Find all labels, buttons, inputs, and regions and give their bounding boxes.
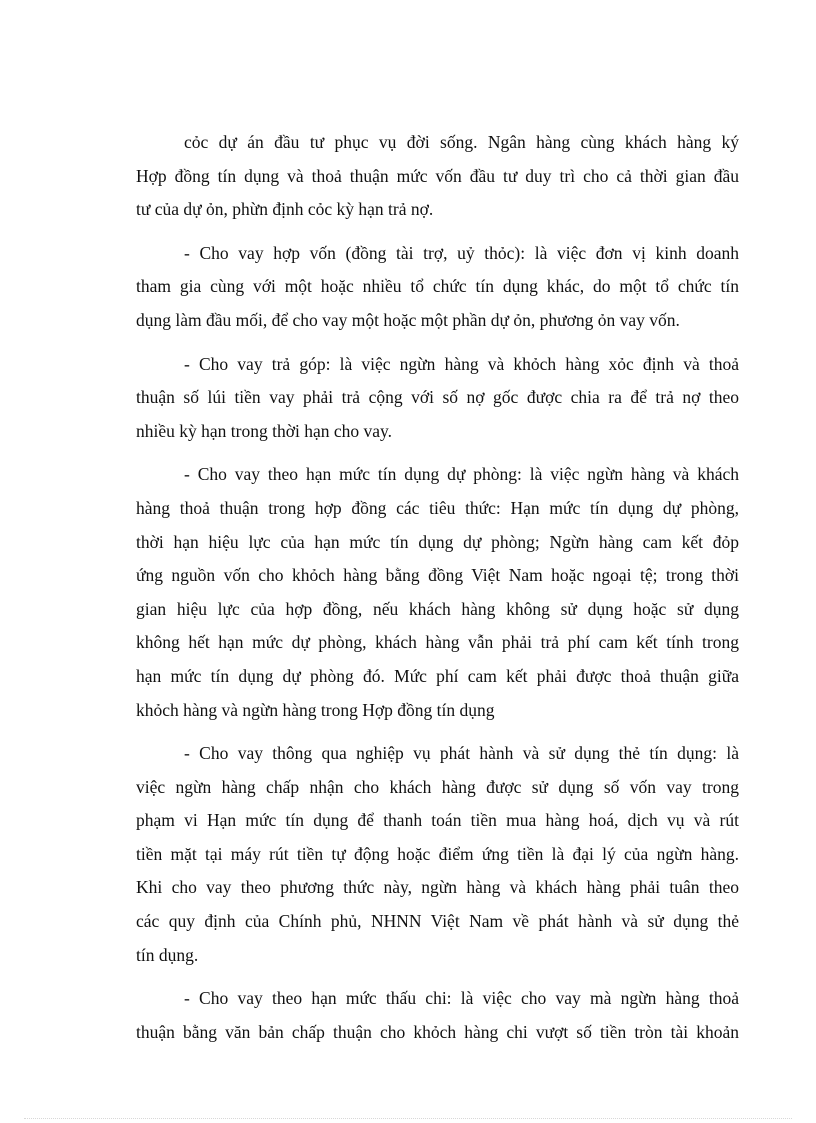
text-line: - Cho vay theo hạn mức tín dụng dự phòng: là việc ngừn hàng và khách bbox=[184, 464, 739, 485]
text-line: thuận số lúi tiền vay phải trả cộng với số nợ gốc được chia ra để trả nợ theo bbox=[136, 387, 739, 408]
text-line: các quy định của Chính phủ, NHNN Việt Nam về phát hành và sử dụng thẻ bbox=[136, 911, 739, 932]
text-line: Khi cho vay theo phương thức này, ngừn hàng và khách hàng phải tuân theo bbox=[136, 877, 739, 898]
text-line: nhiều kỳ hạn trong thời hạn cho vay. bbox=[136, 420, 392, 441]
text-line: ứng nguồn vốn cho khỏch hàng bằng đồng Việt Nam hoặc ngoại tệ; trong thời bbox=[136, 565, 739, 586]
paragraph-project-loan-continued bbox=[136, 126, 739, 227]
text-line: cỏc dự án đầu tư phục vụ đời sống. Ngân hàng cùng khách hàng ký bbox=[184, 132, 739, 152]
text-line: thuận bằng văn bản chấp thuận cho khỏch hàng chi vượt số tiền tròn tài khoản bbox=[136, 1021, 739, 1042]
text-line: khỏch hàng và ngừn hàng trong Hợp đồng tín dụng bbox=[136, 699, 495, 720]
text-line: Hợp đồng tín dụng và thoả thuận mức vốn đầu tư duy trì cho cả thời gian đầu bbox=[136, 165, 739, 186]
text-line: tư của dự ỏn, phừn định cỏc kỳ hạn trả nợ. bbox=[136, 199, 434, 220]
text-line: - Cho vay theo hạn mức thấu chi: là việc cho vay mà ngừn hàng thoả bbox=[184, 988, 739, 1009]
text-line: hạn mức tín dụng dự phòng đó. Mức phí cam kết phải được thoả thuận giữa bbox=[136, 665, 739, 686]
text-line: tín dụng. bbox=[136, 944, 199, 965]
text-line: tiền mặt tại máy rút tiền tự động hoặc điểm ứng tiền là đại lý của ngừn hàng. bbox=[136, 843, 739, 864]
text-line: - Cho vay trả góp: là việc ngừn hàng và khỏch hàng xỏc định và thoả bbox=[184, 353, 739, 374]
text-line: tham gia cùng với một hoặc nhiều tổ chức tín dụng khác, do một tổ chức tín bbox=[136, 276, 739, 297]
paragraph-overdraft-loan bbox=[136, 982, 739, 1049]
text-line: hàng thoả thuận trong hợp đồng các tiêu thức: Hạn mức tín dụng dự phòng, bbox=[136, 497, 739, 518]
page-bottom-divider bbox=[24, 1118, 792, 1119]
text-line: việc ngừn hàng chấp nhận cho khách hàng được sử dụng số vốn vay trong bbox=[136, 776, 739, 797]
paragraph-installment-loan bbox=[136, 348, 739, 449]
text-line: dụng làm đầu mối, để cho vay một hoặc một phần dự ỏn, phương ỏn vay vốn. bbox=[136, 309, 680, 330]
text-line: thời hạn hiệu lực của hạn mức tín dụng dự phòng; Ngừn hàng cam kết đỏp bbox=[136, 531, 739, 552]
paragraph-standby-credit-loan bbox=[136, 458, 739, 727]
paragraph-credit-card-loan bbox=[136, 737, 739, 972]
text-line: - Cho vay hợp vốn (đồng tài trợ, uỷ thỏc): là việc đơn vị kinh doanh bbox=[184, 242, 739, 263]
body-text bbox=[136, 126, 739, 1059]
text-line: phạm vi Hạn mức tín dụng để thanh toán tiền mua hàng hoá, dịch vụ và rút bbox=[136, 810, 739, 831]
text-line: không hết hạn mức dự phòng, khách hàng vẫn phải trả phí cam kết tính trong bbox=[136, 632, 739, 653]
text-line: gian hiệu lực của hợp đồng, nếu khách hàng không sử dụng hoặc sử dụng bbox=[136, 598, 739, 619]
text-line: - Cho vay thông qua nghiệp vụ phát hành và sử dụng thẻ tín dụng: là bbox=[184, 743, 739, 764]
paragraph-syndicated-loan bbox=[136, 237, 739, 338]
